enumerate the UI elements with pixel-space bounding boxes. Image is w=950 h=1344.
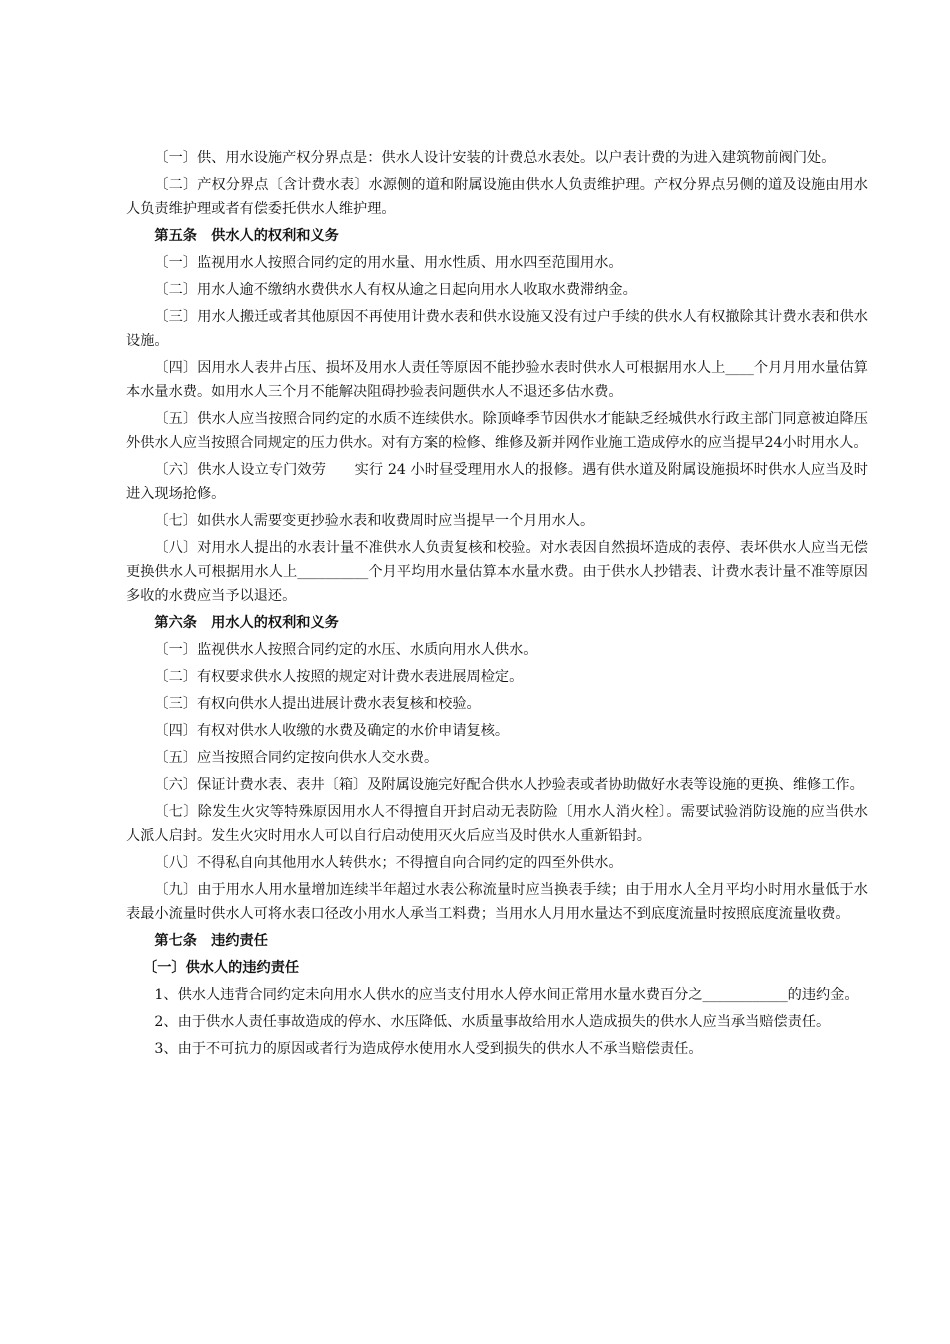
clause-paragraph: 〔七〕如供水人需要变更抄验水表和收费周时应当提早一个月用水人。 <box>154 513 595 529</box>
clause-paragraph: 1、供水人违背合同约定未向用水人供水的应当支付用水人停水间正常用水量水费百分之____________的违约金。 <box>154 987 859 1003</box>
clause-paragraph: 〔五〕供水人应当按照合同约定的水质不连续供水。除顶峰季节因供水才能缺乏经城供水行政主部门同意被迫降压外供水人应当按照合同规定的压力供水。对有方案的检修、维修及新并网作业施工造成停水的应当提早24小时用水人。 <box>126 411 868 451</box>
article-7-heading: 第七条 违约责任 <box>154 933 268 949</box>
clause-paragraph: 〔二〕用水人逾不缴纳水费供水人有权从逾之日起向用水人收取水费滞纳金。 <box>154 282 637 298</box>
subsection-heading: 〔一〕供水人的违约责任 <box>143 960 300 976</box>
clause-paragraph: 〔二〕产权分界点〔含计费水表〕水源侧的道和附属设施由供水人负责维护理。产权分界点另侧的道及设施由用水人负责维护理或者有偿委托供水人维护理。 <box>126 177 868 217</box>
clause-paragraph: 〔九〕由于用水人用水量增加连续半年超过水表公称流量时应当换表手续；由于用水人全月平均小时用水量低于水表最小流量时供水人可将水表口径改小用水人承当工料费；当用水人月用水量达不到底度流量时按照底度流量收费。 <box>126 882 868 922</box>
clause-paragraph: 〔六〕供水人设立专门效劳 实行 24 小时昼受理用水人的报修。遇有供水道及附属设施损坏时供水人应当及时进入现场抢修。 <box>126 462 868 502</box>
document-body <box>126 146 868 1064</box>
clause-paragraph: 〔二〕有权要求供水人按照的规定对计费水表进展周检定。 <box>154 669 524 685</box>
clause-paragraph: 〔三〕有权向供水人提出进展计费水表复核和校验。 <box>154 696 481 712</box>
clause-paragraph: 〔五〕应当按照合同约定按向供水人交水费。 <box>154 750 439 766</box>
clause-paragraph: 〔三〕用水人搬迁或者其他原因不再使用计费水表和供水设施又没有过户手续的供水人有权撤除其计费水表和供水设施。 <box>126 309 868 349</box>
clause-paragraph: 2、由于供水人责任事故造成的停水、水压降低、水质量事故给用水人造成损失的供水人应当承当赔偿责任。 <box>154 1014 831 1030</box>
clause-paragraph: 〔四〕因用水人表井占压、损坏及用水人责任等原因不能抄验水表时供水人可根据用水人上____个月月用水量估算本水量水费。如用水人三个月不能解决阻碍抄验表问题供水人不退还多估水费。 <box>126 360 868 400</box>
clause-paragraph: 〔七〕除发生火灾等特殊原因用水人不得擅自开封启动无表防险〔用水人消火栓〕。需要试验消防设施的应当供水人派人启封。发生火灾时用水人可以自行启动使用灭火后应当及时供水人重新铅封。 <box>126 804 868 844</box>
clause-paragraph: 〔六〕保证计费水表、表井〔箱〕及附属设施完好配合供水人抄验表或者协助做好水表等设施的更换、维修工作。 <box>154 777 864 793</box>
clause-paragraph: 〔四〕有权对供水人收缴的水费及确定的水价申请复核。 <box>154 723 510 739</box>
article-6-heading: 第六条 用水人的权利和义务 <box>154 615 339 631</box>
clause-paragraph: 〔一〕监视供水人按照合同约定的水压、水质向用水人供水。 <box>154 642 538 658</box>
clause-paragraph: 〔八〕对用水人提出的水表计量不准供水人负责复核和校验。对水表因自然损坏造成的表停、表坏供水人应当无偿更换供水人可根据用水人上__________个月平均用水量估算本水量水费。由于供水人抄错表、计费水表计量不准等原因多收的水费应当予以退还。 <box>126 540 868 604</box>
clause-paragraph: 〔八〕不得私自向其他用水人转供水；不得擅自向合同约定的四至外供水。 <box>154 855 623 871</box>
clause-paragraph: 〔一〕供、用水设施产权分界点是：供水人设计安装的计费总水表处。以户表计费的为进入建筑物前阀门处。 <box>154 150 836 166</box>
clause-paragraph: 〔一〕监视用水人按照合同约定的用水量、用水性质、用水四至范围用水。 <box>154 255 623 271</box>
clause-paragraph: 3、由于不可抗力的原因或者行为造成停水使用水人受到损失的供水人不承当赔偿责任。 <box>154 1041 703 1057</box>
article-5-heading: 第五条 供水人的权利和义务 <box>154 228 339 244</box>
